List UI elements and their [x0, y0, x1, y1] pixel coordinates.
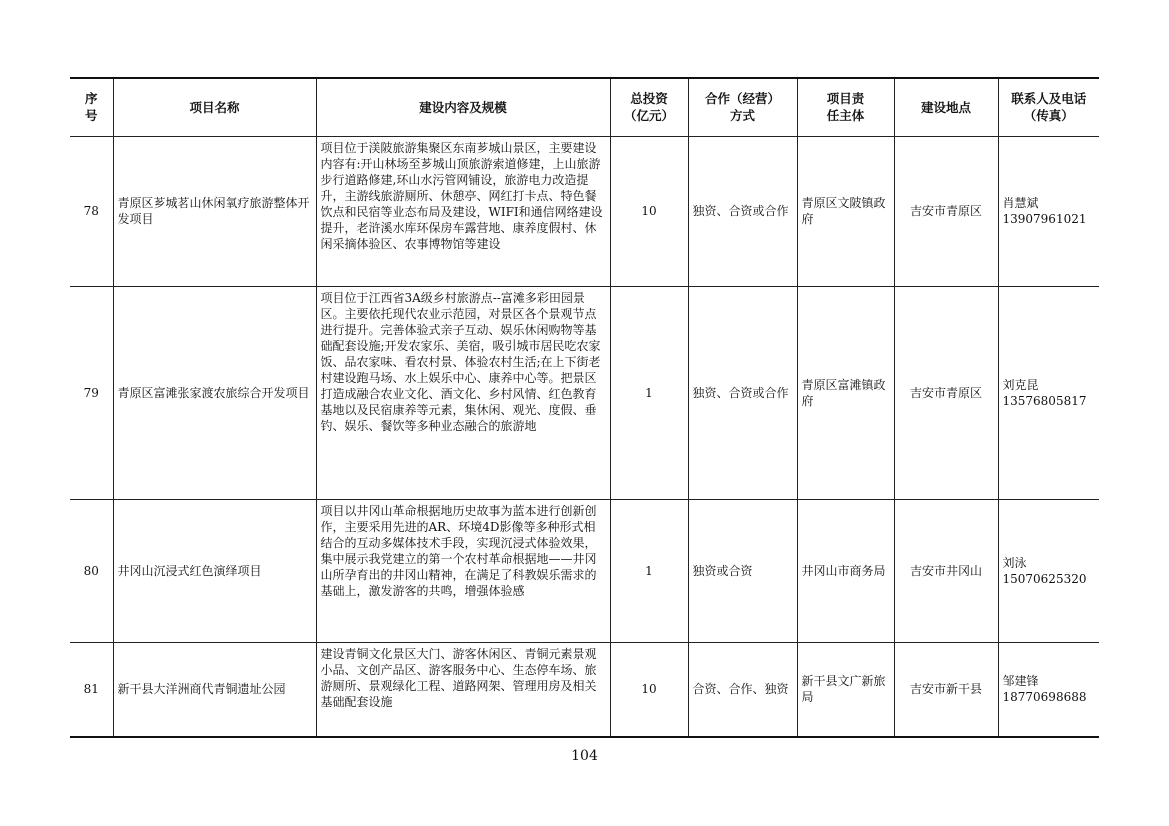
- header-content: 建设内容及规模: [316, 78, 610, 136]
- row-contact: 刘克昆 13576805817: [998, 286, 1099, 499]
- row-index: 79: [70, 286, 113, 499]
- row-content: 建设青铜文化景区大门、游客休闲区、青铜元素景观小品、文创产品区、游客服务中心、生态停车场、旅游厕所、景观绿化工程、道路网架、管理用房及相关基础配套设施: [316, 642, 610, 737]
- row-location: 吉安市新干县: [894, 642, 998, 737]
- row-content: 项目以井冈山革命根据地历史故事为蓝本进行创新创作，主要采用先进的AR、环境4D影像等多种形式相结合的互动多媒体技术手段，实现沉浸式体验效果，集中展示我党建立的第一个农村革命根据地——井冈山所孕育出的井冈山精神，在满足了科教娱乐需求的基础上，激发游客的共鸣，增强体验感: [316, 499, 610, 642]
- row-contact: 刘泳 15070625320: [998, 499, 1099, 642]
- row-location: 吉安市青原区: [894, 136, 998, 286]
- table-row: [70, 499, 1099, 642]
- header-investment: 总投资 （亿元）: [610, 78, 688, 136]
- row-mode: 独资、合资或合作: [688, 286, 797, 499]
- row-investment: 10: [610, 136, 688, 286]
- row-location: 吉安市井冈山: [894, 499, 998, 642]
- row-project-name: 井冈山沉浸式红色演绎项目: [113, 499, 316, 642]
- table-row: [70, 286, 1099, 499]
- page-number: 104: [571, 748, 598, 764]
- row-contact: 肖慧斌 13907961021: [998, 136, 1099, 286]
- row-mode: 独资、合资或合作: [688, 136, 797, 286]
- header-mode: 合作（经营） 方式: [688, 78, 797, 136]
- header-location: 建设地点: [894, 78, 998, 136]
- header-contact: 联系人及电话 （传真）: [998, 78, 1099, 136]
- row-index: 81: [70, 642, 113, 737]
- row-content: 项目位于江西省3A级乡村旅游点--富滩多彩田园景区。主要依托现代农业示范园，对景区各个景观节点进行提升。完善体验式亲子互动、娱乐休闲购物等基础配套设施;开发农家乐、美宿，吸引城市居民吃农家饭、品农家味、看农村景、体验农村生活;在上下街老村建设跑马场、水上娱乐中心、康养中心等。把景区打造成融合农业文化、酒文化、乡村风情、红色教育基地以及民宿康养等元素，集休闲、观光、度假、垂钓、娱乐、餐饮等多种业态融合的旅游地: [316, 286, 610, 499]
- row-mode: 独资或合资: [688, 499, 797, 642]
- header-index: 序 号: [70, 78, 113, 136]
- row-project-name: 青原区芗城茗山休闲氧疗旅游整体开发项目: [113, 136, 316, 286]
- row-project-name: 新干县大洋洲商代青铜遗址公园: [113, 642, 316, 737]
- row-entity: 青原区富滩镇政府: [797, 286, 894, 499]
- header-project-name: 项目名称: [113, 78, 316, 136]
- row-investment: 10: [610, 642, 688, 737]
- row-content: 项目位于渼陂旅游集聚区东南芗城山景区，主要建设内容有:开山林场至芗城山顶旅游索道修建，上山旅游步行道路修建,环山水污管网铺设，旅游电力改造提升，主游线旅游厕所、休憩亭、网红打卡点、特色餐饮点和民宿等业态布局及建设，WIFI和通信网络建设提升，老浒溪水库环保房车露营地、康养度假村、休闲采摘体验区、农事博物馆等建设: [316, 136, 610, 286]
- project-table: [70, 77, 1099, 738]
- row-mode: 合资、合作、独资: [688, 642, 797, 737]
- row-contact: 邹建锋 18770698688: [998, 642, 1099, 737]
- row-entity: 井冈山市商务局: [797, 499, 894, 642]
- row-location: 吉安市青原区: [894, 286, 998, 499]
- row-index: 80: [70, 499, 113, 642]
- row-investment: 1: [610, 286, 688, 499]
- row-entity: 新干县文广新旅局: [797, 642, 894, 737]
- header-row: [70, 78, 1099, 136]
- header-entity: 项目责 任主体: [797, 78, 894, 136]
- row-entity: 青原区文陂镇政府: [797, 136, 894, 286]
- row-index: 78: [70, 136, 113, 286]
- table-row: [70, 642, 1099, 737]
- row-project-name: 青原区富滩张家渡农旅综合开发项目: [113, 286, 316, 499]
- table-row: [70, 136, 1099, 286]
- row-investment: 1: [610, 499, 688, 642]
